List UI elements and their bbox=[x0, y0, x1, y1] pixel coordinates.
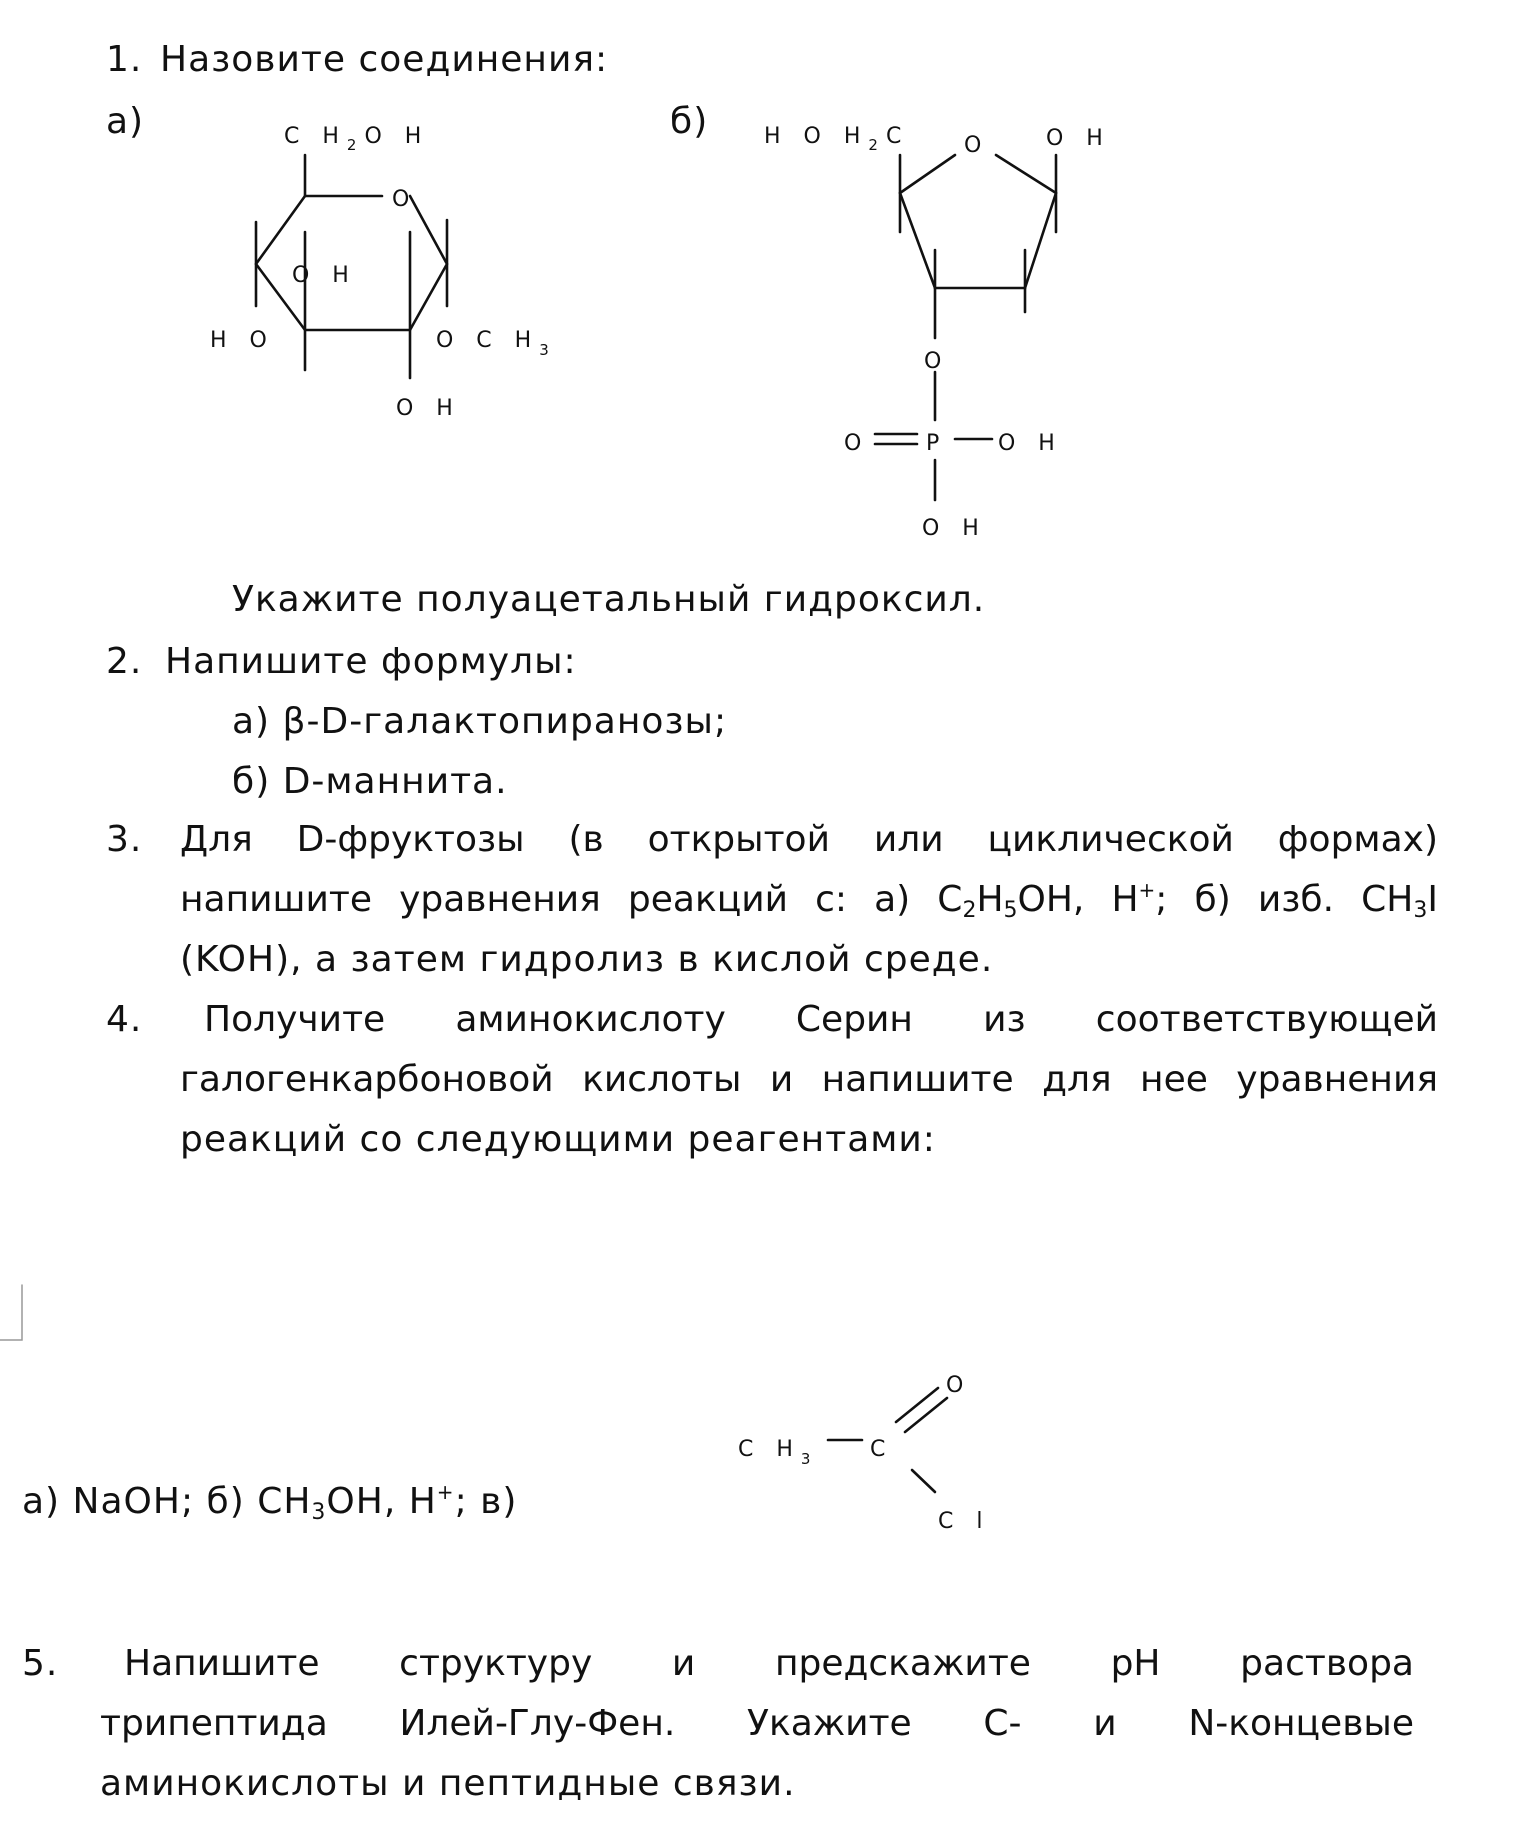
q1-label-a: а) bbox=[106, 101, 145, 142]
q5-line2: трипептида Илей-Глу-Фен. Укажите C- и N-концевые bbox=[100, 1703, 1414, 1744]
q1-label-b: б) bbox=[670, 101, 709, 142]
q3-line1: Для D-фруктозы (в открытой или циклической формах) bbox=[180, 819, 1438, 860]
acyl-carbon: C bbox=[870, 1437, 894, 1462]
q2-number: 2. bbox=[106, 641, 143, 682]
mol-b-o-link: O bbox=[924, 349, 950, 374]
mol-a-ho-left: H O bbox=[210, 328, 275, 353]
q4-line1: Получите аминокислоту Серин из соответствующей bbox=[204, 999, 1438, 1040]
q3-line3: (KOH), а затем гидролиз в кислой среде. bbox=[180, 939, 994, 980]
q1-number: 1. bbox=[106, 39, 143, 80]
q3-number: 3. bbox=[106, 819, 143, 860]
q4-reagents: а) NaOH; б) $CH_3OH$, H+; в) bbox=[22, 1480, 518, 1525]
q1-title: Назовите соединения: bbox=[160, 39, 609, 80]
page-corner-mark bbox=[0, 1285, 22, 1340]
q2-item-a: а) β-D-галактопиранозы; bbox=[232, 701, 728, 742]
q2-title: Напишите формулы: bbox=[165, 641, 577, 682]
mol-a-oh-mid: O H bbox=[292, 263, 357, 288]
q4-line2: галогенкарбоновой кислоты и напишите для нее уравнения bbox=[180, 1059, 1438, 1100]
mol-a-ch2-label: C $H_2O$ H bbox=[284, 124, 430, 154]
mol-b-phosphorus: P bbox=[926, 431, 948, 456]
q3-line2: напишите уравнения реакций с: а) $C_2H_5OH$, H+; б) изб. $CH_3I$ bbox=[180, 878, 1438, 923]
q5-line1: Напишите структуру и предскажите pH раствора bbox=[124, 1643, 1414, 1684]
q1-instruction: Укажите полуацетальный гидроксил. bbox=[232, 579, 986, 620]
mol-a-och3: O C $H_3$ bbox=[436, 328, 557, 359]
acyl-ch3: C $H_3$ bbox=[738, 1437, 819, 1468]
q2-item-b: б) D-маннита. bbox=[232, 761, 508, 802]
q5-line3: аминокислоты и пептидные связи. bbox=[100, 1763, 796, 1804]
mol-b-hoh2c-label: H O $H_2C$ bbox=[764, 124, 910, 154]
acyl-chlorine: C l bbox=[938, 1509, 991, 1534]
q4-line3: реакций со следующими реагентами: bbox=[180, 1119, 936, 1160]
q5-number: 5. bbox=[22, 1643, 59, 1684]
acyl-oxygen: O bbox=[946, 1373, 972, 1398]
mol-b-o-double: O bbox=[844, 431, 870, 456]
mol-b-oh-right: O H bbox=[1046, 126, 1111, 151]
mol-b-p-oh-right: O H bbox=[998, 431, 1063, 456]
acetyl-chloride-structure bbox=[738, 1373, 990, 1534]
mol-b-p-oh-bottom: O H bbox=[922, 516, 987, 541]
molecule-a bbox=[210, 124, 557, 421]
mol-a-ring-oxygen: O bbox=[392, 187, 418, 212]
q4-number: 4. bbox=[106, 999, 143, 1040]
mol-a-oh-bottom: O H bbox=[396, 396, 461, 421]
mol-b-ring-oxygen: O bbox=[964, 133, 990, 158]
molecule-b bbox=[764, 124, 1111, 541]
